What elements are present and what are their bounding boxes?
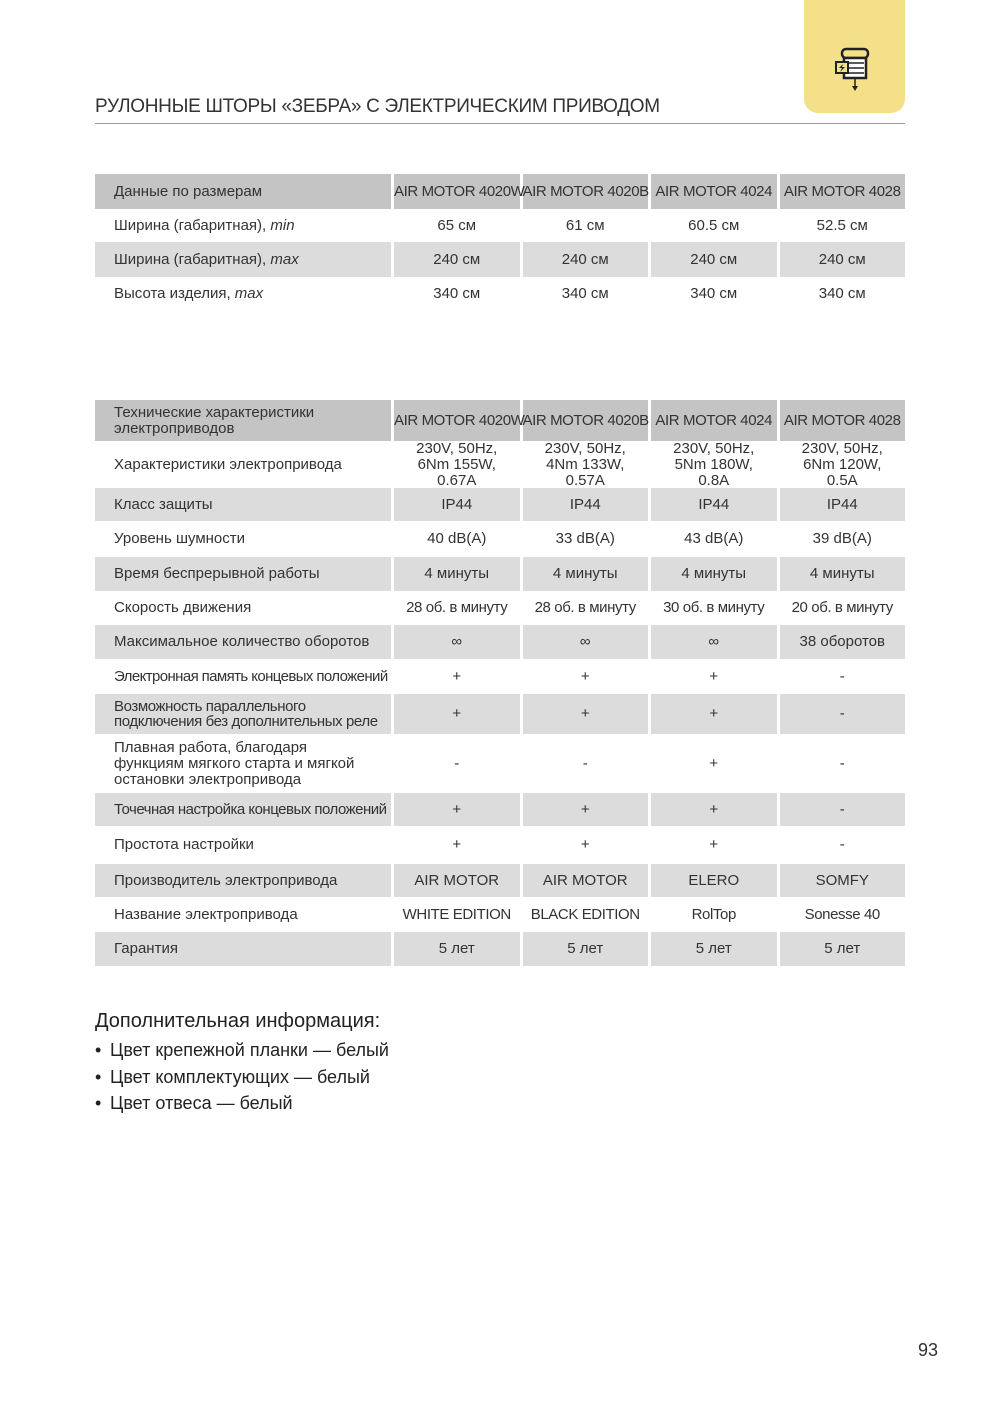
table-cell: 52.5 см bbox=[777, 209, 906, 242]
table-cell: IP44 bbox=[648, 488, 777, 521]
list-item: • Цвет крепежной планки — белый bbox=[95, 1040, 389, 1060]
table-cell: ELERO bbox=[648, 864, 777, 897]
table-header-row bbox=[95, 400, 905, 441]
table-cell: AIR MOTOR bbox=[520, 864, 649, 897]
row-label: Точечная настройка концевых положений bbox=[95, 793, 391, 826]
roller-blind-motor-icon bbox=[834, 46, 874, 94]
row-label: Возможность параллельного подключения без дополнительных реле bbox=[95, 694, 391, 734]
table-cell: 5 лет bbox=[391, 932, 520, 966]
additional-info-heading: Дополнительная информация: bbox=[95, 1010, 381, 1032]
table-cell: 5 лет bbox=[520, 932, 649, 966]
page-title: РУЛОННЫЕ ШТОРЫ «ЗЕБРА» С ЭЛЕКТРИЧЕСКИМ ПРИВОДОМ bbox=[95, 96, 660, 117]
table-cell: + bbox=[391, 694, 520, 734]
header-cell: AIR MOTOR 4028 bbox=[777, 174, 906, 209]
bullet-icon: • bbox=[95, 1040, 102, 1060]
table-cell: 340 см bbox=[648, 277, 777, 311]
table-cell: - bbox=[777, 826, 906, 864]
row-label: Максимальное количество оборотов bbox=[95, 625, 391, 659]
table-cell: + bbox=[391, 659, 520, 694]
table-cell: 20 об. в минуту bbox=[777, 591, 906, 625]
list-item: • Цвет комплектующих — белый bbox=[95, 1066, 370, 1087]
row-label: Производитель электропривода bbox=[95, 864, 391, 897]
table-cell: + bbox=[648, 659, 777, 694]
row-label: Время беспрерывной работы bbox=[95, 557, 391, 591]
table-cell: 340 см bbox=[777, 277, 906, 311]
table-row bbox=[95, 932, 905, 966]
row-label: Плавная работа, благодаря функциям мягкого старта и мягкой остановки электропривода bbox=[114, 739, 355, 788]
page-number: 93 bbox=[918, 1340, 939, 1360]
tech-specs-table bbox=[95, 400, 905, 966]
row-label: Ширина (габаритная), max bbox=[95, 242, 391, 277]
table-row bbox=[95, 277, 905, 311]
table-row bbox=[95, 864, 905, 897]
row-label: Простота настройки bbox=[114, 836, 254, 854]
table-cell: 43 dB(A) bbox=[648, 521, 777, 557]
table-cell: + bbox=[520, 694, 649, 734]
table-row bbox=[95, 209, 905, 242]
table-cell: IP44 bbox=[777, 488, 906, 521]
table-cell: 30 об. в минуту bbox=[648, 591, 777, 625]
table-cell: + bbox=[648, 826, 777, 864]
table-cell: + bbox=[648, 694, 777, 734]
table-cell: 39 dB(A) bbox=[777, 521, 906, 557]
header-cell: Технические характеристики электроприводов bbox=[95, 400, 391, 441]
header-cell: AIR MOTOR 4020B bbox=[520, 400, 649, 441]
header-cell: AIR MOTOR 4020W bbox=[391, 400, 520, 441]
table-cell: 5 лет bbox=[777, 932, 906, 966]
row-label: Название электропривода bbox=[114, 905, 298, 923]
table-row bbox=[95, 659, 905, 694]
table-cell: 240 см bbox=[391, 242, 520, 277]
row-label: Электронная память концевых положений bbox=[114, 667, 388, 685]
header-cell: Данные по размерам bbox=[95, 174, 391, 209]
table-cell: 240 см bbox=[520, 242, 649, 277]
table-cell: 230V, 50Hz, 6Nm 120W, 0.5A bbox=[777, 441, 906, 488]
table-cell: 230V, 50Hz, 4Nm 133W, 0.57A bbox=[520, 441, 649, 488]
table-cell: AIR MOTOR bbox=[391, 864, 520, 897]
table-row bbox=[95, 521, 905, 557]
table-cell: BLACK EDITION bbox=[520, 897, 649, 932]
list-item: • Цвет отвеса — белый bbox=[95, 1093, 293, 1113]
row-label: Гарантия bbox=[95, 932, 391, 966]
table-cell: IP44 bbox=[391, 488, 520, 521]
table-cell: 28 об. в минуту bbox=[520, 591, 649, 625]
table-cell: 240 см bbox=[777, 242, 906, 277]
table-row bbox=[95, 591, 905, 625]
table-row bbox=[95, 694, 905, 734]
table-cell: WHITE EDITION bbox=[391, 897, 520, 932]
table-row bbox=[95, 897, 905, 932]
row-label: Класс защиты bbox=[95, 488, 391, 521]
table-cell: 230V, 50Hz, 6Nm 155W, 0.67A bbox=[391, 441, 520, 488]
table-cell: 33 dB(A) bbox=[520, 521, 649, 557]
table-row bbox=[95, 242, 905, 277]
table-cell: 4 минуты bbox=[777, 557, 906, 591]
table-cell: RolTop bbox=[648, 897, 777, 932]
table-cell: - bbox=[777, 793, 906, 826]
title-divider bbox=[95, 123, 905, 124]
table-cell: 60.5 см bbox=[648, 209, 777, 242]
header-cell: AIR MOTOR 4024 bbox=[648, 174, 777, 209]
table-row bbox=[95, 488, 905, 521]
table-cell: IP44 bbox=[520, 488, 649, 521]
table-cell: 4 минуты bbox=[520, 557, 649, 591]
additional-info-list bbox=[95, 1040, 389, 1120]
table-cell: + bbox=[520, 659, 649, 694]
table-cell: Sonesse 40 bbox=[777, 897, 906, 932]
table-row bbox=[95, 441, 905, 488]
table-cell: SOMFY bbox=[777, 864, 906, 897]
header-cell: AIR MOTOR 4024 bbox=[648, 400, 777, 441]
table-cell: 61 см bbox=[520, 209, 649, 242]
table-row bbox=[95, 793, 905, 826]
header-cell: AIR MOTOR 4028 bbox=[777, 400, 906, 441]
bullet-icon: • bbox=[95, 1093, 102, 1113]
table-header-row bbox=[95, 174, 905, 209]
table-cell: 5 лет bbox=[648, 932, 777, 966]
table-cell: 40 dB(A) bbox=[391, 521, 520, 557]
table-row bbox=[95, 625, 905, 659]
table-row bbox=[95, 826, 905, 864]
header-cell: AIR MOTOR 4020W bbox=[391, 174, 520, 209]
table-cell: - bbox=[391, 734, 520, 793]
table-cell: + bbox=[520, 793, 649, 826]
table-cell: 340 см bbox=[391, 277, 520, 311]
row-label: Скорость движения bbox=[114, 599, 252, 617]
table-cell: 230V, 50Hz, 5Nm 180W, 0.8A bbox=[648, 441, 777, 488]
row-label: Характеристики электропривода bbox=[114, 455, 342, 473]
table-cell: + bbox=[391, 826, 520, 864]
table-row bbox=[95, 557, 905, 591]
row-label: Уровень шумности bbox=[114, 530, 246, 548]
table-cell: - bbox=[777, 694, 906, 734]
table-cell: 4 минуты bbox=[648, 557, 777, 591]
table-cell: 65 см bbox=[391, 209, 520, 242]
table-cell: 4 минуты bbox=[391, 557, 520, 591]
table-cell: ∞ bbox=[391, 625, 520, 659]
header-cell: AIR MOTOR 4020B bbox=[520, 174, 649, 209]
table-cell: 240 см bbox=[648, 242, 777, 277]
table-cell: 340 см bbox=[520, 277, 649, 311]
table-cell: + bbox=[648, 793, 777, 826]
table-cell: - bbox=[520, 734, 649, 793]
table-cell: ∞ bbox=[520, 625, 649, 659]
row-label: Высота изделия, max bbox=[114, 285, 264, 303]
table-cell: 38 оборотов bbox=[777, 625, 906, 659]
table-cell: + bbox=[391, 793, 520, 826]
table-row bbox=[95, 734, 905, 793]
bullet-icon: • bbox=[95, 1066, 102, 1087]
table-cell: ∞ bbox=[648, 625, 777, 659]
table-cell: - bbox=[777, 734, 906, 793]
table-cell: + bbox=[520, 826, 649, 864]
table-cell: - bbox=[777, 659, 906, 694]
dimensions-table bbox=[95, 174, 905, 311]
table-cell: + bbox=[648, 734, 777, 793]
table-cell: 28 об. в минуту bbox=[391, 591, 520, 625]
row-label: Ширина (габаритная), min bbox=[114, 216, 295, 234]
